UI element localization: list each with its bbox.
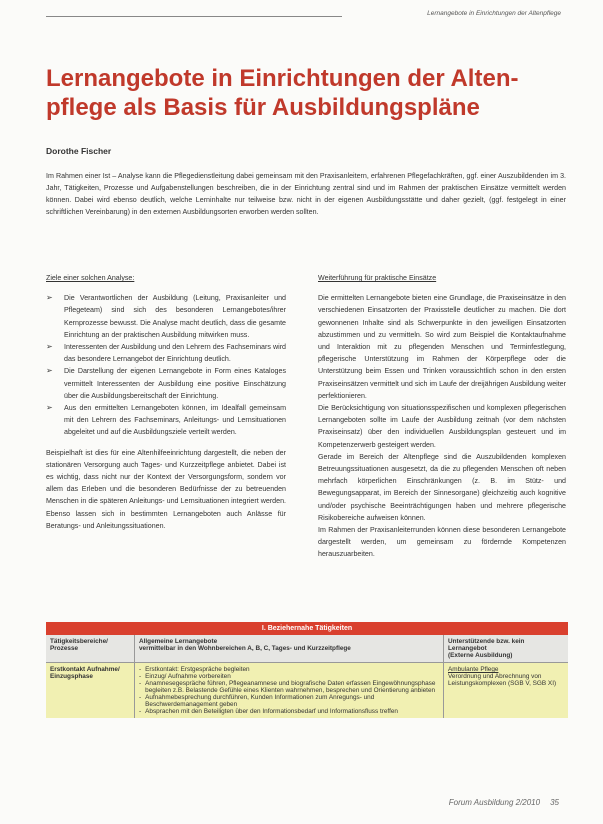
learning-offers-table: [46, 622, 568, 718]
table-title: I. Beziehernahe Tätigkeiten: [46, 622, 568, 635]
arrow-bullet-icon: ➢: [46, 342, 53, 352]
table-cell: Ambulante Pflege Verordnung und Abrechnung von Leistungskomplexen (SGB V, SGB XI): [448, 666, 557, 687]
page-number: 35: [550, 798, 559, 807]
list-item: - Anamnesegespräche führen, Pflegeanamnese und biografische Daten erfassen Eingewöhnungsphase begleiten z.B. Belastende Gefühle eines Klienten wahrnehmen, besprechen und Orientierung anbieten: [139, 680, 436, 694]
list-item: ➢ Die Darstellung der eigenen Lernangebote in Form eines Kataloges vermittelt Interessenten der Ausbildung eine positive Einschätzung über die Ausbildungsbereitschaft der Einrichtung.: [46, 365, 286, 402]
header-rule: [46, 16, 342, 17]
column-header: Tätigkeitsbereiche/ Prozesse: [46, 635, 135, 662]
list-item: - Absprachen mit den Beteiligten über den Informationsbedarf und Informationsfluss treffen: [139, 708, 398, 715]
table-header-row: [46, 635, 568, 663]
body-paragraph: Im Rahmen der Praxisanleiterrunden können diese besonderen Lernangebote dargestellt werden, um gemeinsam zu fördernde Kompetenzen herauszuarbeiten.: [318, 526, 566, 559]
body-paragraph: Die ermittelten Lernangebote bieten eine Grundlage, die Praxiseinsätze in den verschiedenen Einsatzorten der Praxisstelle deutlicher zu machen. Die dort gewonnenen Inhalte sind als Schwerpunkte in den jeweiligen Einsatzorten abzustimmen und zu vermitteln. So wird zum Beispiel die Kontaktaufnahme und Interaktion mit zu pflegenden Menschen und Terminfestlegung, pflegerische Unterstützung im Rahmen der Körperpflege oder die Unterstützung beim Essen und Trinken voraussichtlich schon in den ersten Praxiseinsätzen vermittelt und sich im Laufe der dreijährigen Ausbildung weiter perfektionieren.: [318, 294, 566, 400]
article-title: Lernangebote in Einrichtungen der Alten-pflege als Basis für Ausbildungspläne: [46, 65, 519, 121]
body-paragraph: Gerade im Bereich der Altenpflege sind die Auszubildenden komplexen Betreuungssituationen ausgesetzt, da die zu pflegenden Menschen oft neben mehrfach körperlichen Einschränkungen (z. B. im Stütz- und Bewegungsapparat, im Bereich der Sinnesorgane) gleichzeitig auch kognitive und/oder psychische Beeinträchtigungen haben und mehrere pflegerische Risikobereiche aufweisen können.: [318, 452, 566, 522]
body-paragraph: Die Berücksichtigung von situationsspezifischen und komplexen pflegerischen Lernangeboten sollte im Laufe der Ausbildung zeitnah (vor dem nächsten Praxiseinsatz) über den individuellen Ausbildungsplan gesteuert und im Kompetenzerwerb gesteigert werden.: [318, 404, 566, 449]
right-column: [318, 272, 566, 561]
column-header: Unterstützende bzw. kein Lernangebot (Externe Ausbildung): [448, 638, 525, 659]
list-item: ➢ Die Verantwortlichen der Ausbildung (Leitung, Praxisanleiter und Pflegeteam) sind sich des besonderen Lernangebotes/ihrer Kernprozesse bewusst. Die Analyse macht deutlich, dass die gesamte Einrichtung an der praktischen Ausbildung mitwirken muss.: [46, 292, 286, 341]
author: Dorothe Fischer: [46, 146, 112, 156]
intro-paragraph: Im Rahmen einer Ist – Analyse kann die Pflegedienstleitung dabei gemeinsam mit den Praxisanleitern, erfahrenen Pflegefachkräften, ggf. einer Auszubildenden im 3. Jahr, Tätigkeiten, Prozesse und Aufgabenstellungen beschreiben, die in der Einrichtung zentral sind und im Rahmen der praktischen Einsätze vermittelt werden können. Dabei wird ebenso deutlich, welche Lerninhalte nur teilweise bzw. nicht in der eigenen Ausbildungsstätte und daher gezielt, (ggf. festgelegt in einer schriftlichen Vereinbarung) in den externen Ausbildungsorten erworben werden sollten.: [46, 172, 566, 216]
running-head: Lernangebote in Einrichtungen der Altenpflege: [427, 10, 561, 17]
section-heading: Ziele einer solchen Analyse:: [46, 274, 135, 282]
arrow-bullet-icon: ➢: [46, 293, 53, 303]
list-item: - Aufnahmebesprechung durchführen, Kunden Informationen zum Anregungs- und Beschwerdemanagement geben: [139, 694, 375, 708]
column-header: Allgemeine Lernangebote vermittelbar in den Wohnbereichen A, B, C, Tages- und Kurzzeitpflege: [135, 635, 444, 662]
table-row: [46, 663, 568, 718]
page-footer: [449, 798, 559, 807]
arrow-bullet-icon: ➢: [46, 403, 53, 413]
left-column: [46, 272, 286, 532]
journal-name: Forum Ausbildung 2/2010: [448, 798, 541, 807]
table-cell: Erstkontakt Aufnahme/ Einzugsphase: [46, 663, 135, 718]
list-item: ➢ Interessenten der Ausbildung und den Lehrern des Fachseminars wird das besondere Lernangebot der Einrichtung deutlich.: [46, 341, 286, 365]
body-paragraph: Beispielhaft ist dies für eine Altenhilfeeinrichtung dargestellt, die neben der stationären Versorgung auch Tages- und Kurzzeitpflege anbietet. Dabei ist es wichtig, dass nicht nur der Kontext der Versorgungsform, sondern vor allem das Erleben und die besonderen Bedürfnisse der zu betreuenden Menschen in die späteren Anleitungs- und Lernsituationen integriert werden. Ebenso lassen sich in bestimmten Lernangeboten auch Anlässe für Beratungs- und Anleitungssituationen.: [46, 448, 286, 530]
list-item: - Einzug/ Aufnahme vorbereiten: [139, 673, 231, 680]
section-heading: Weiterführung für praktische Einsätze: [318, 274, 437, 282]
list-item: - Erstkontakt: Erstgespräche begleiten: [139, 666, 250, 673]
list-item: ➢ Aus den ermittelten Lernangeboten können, im Idealfall gemeinsam mit den Lehrern des Fachseminars, Anleitungs- und Lernsituationen abgeleitet und auf die Ausbildungsziele verteilt werden.: [46, 402, 286, 439]
arrow-bullet-icon: ➢: [46, 366, 53, 376]
table-cell: [135, 663, 444, 718]
